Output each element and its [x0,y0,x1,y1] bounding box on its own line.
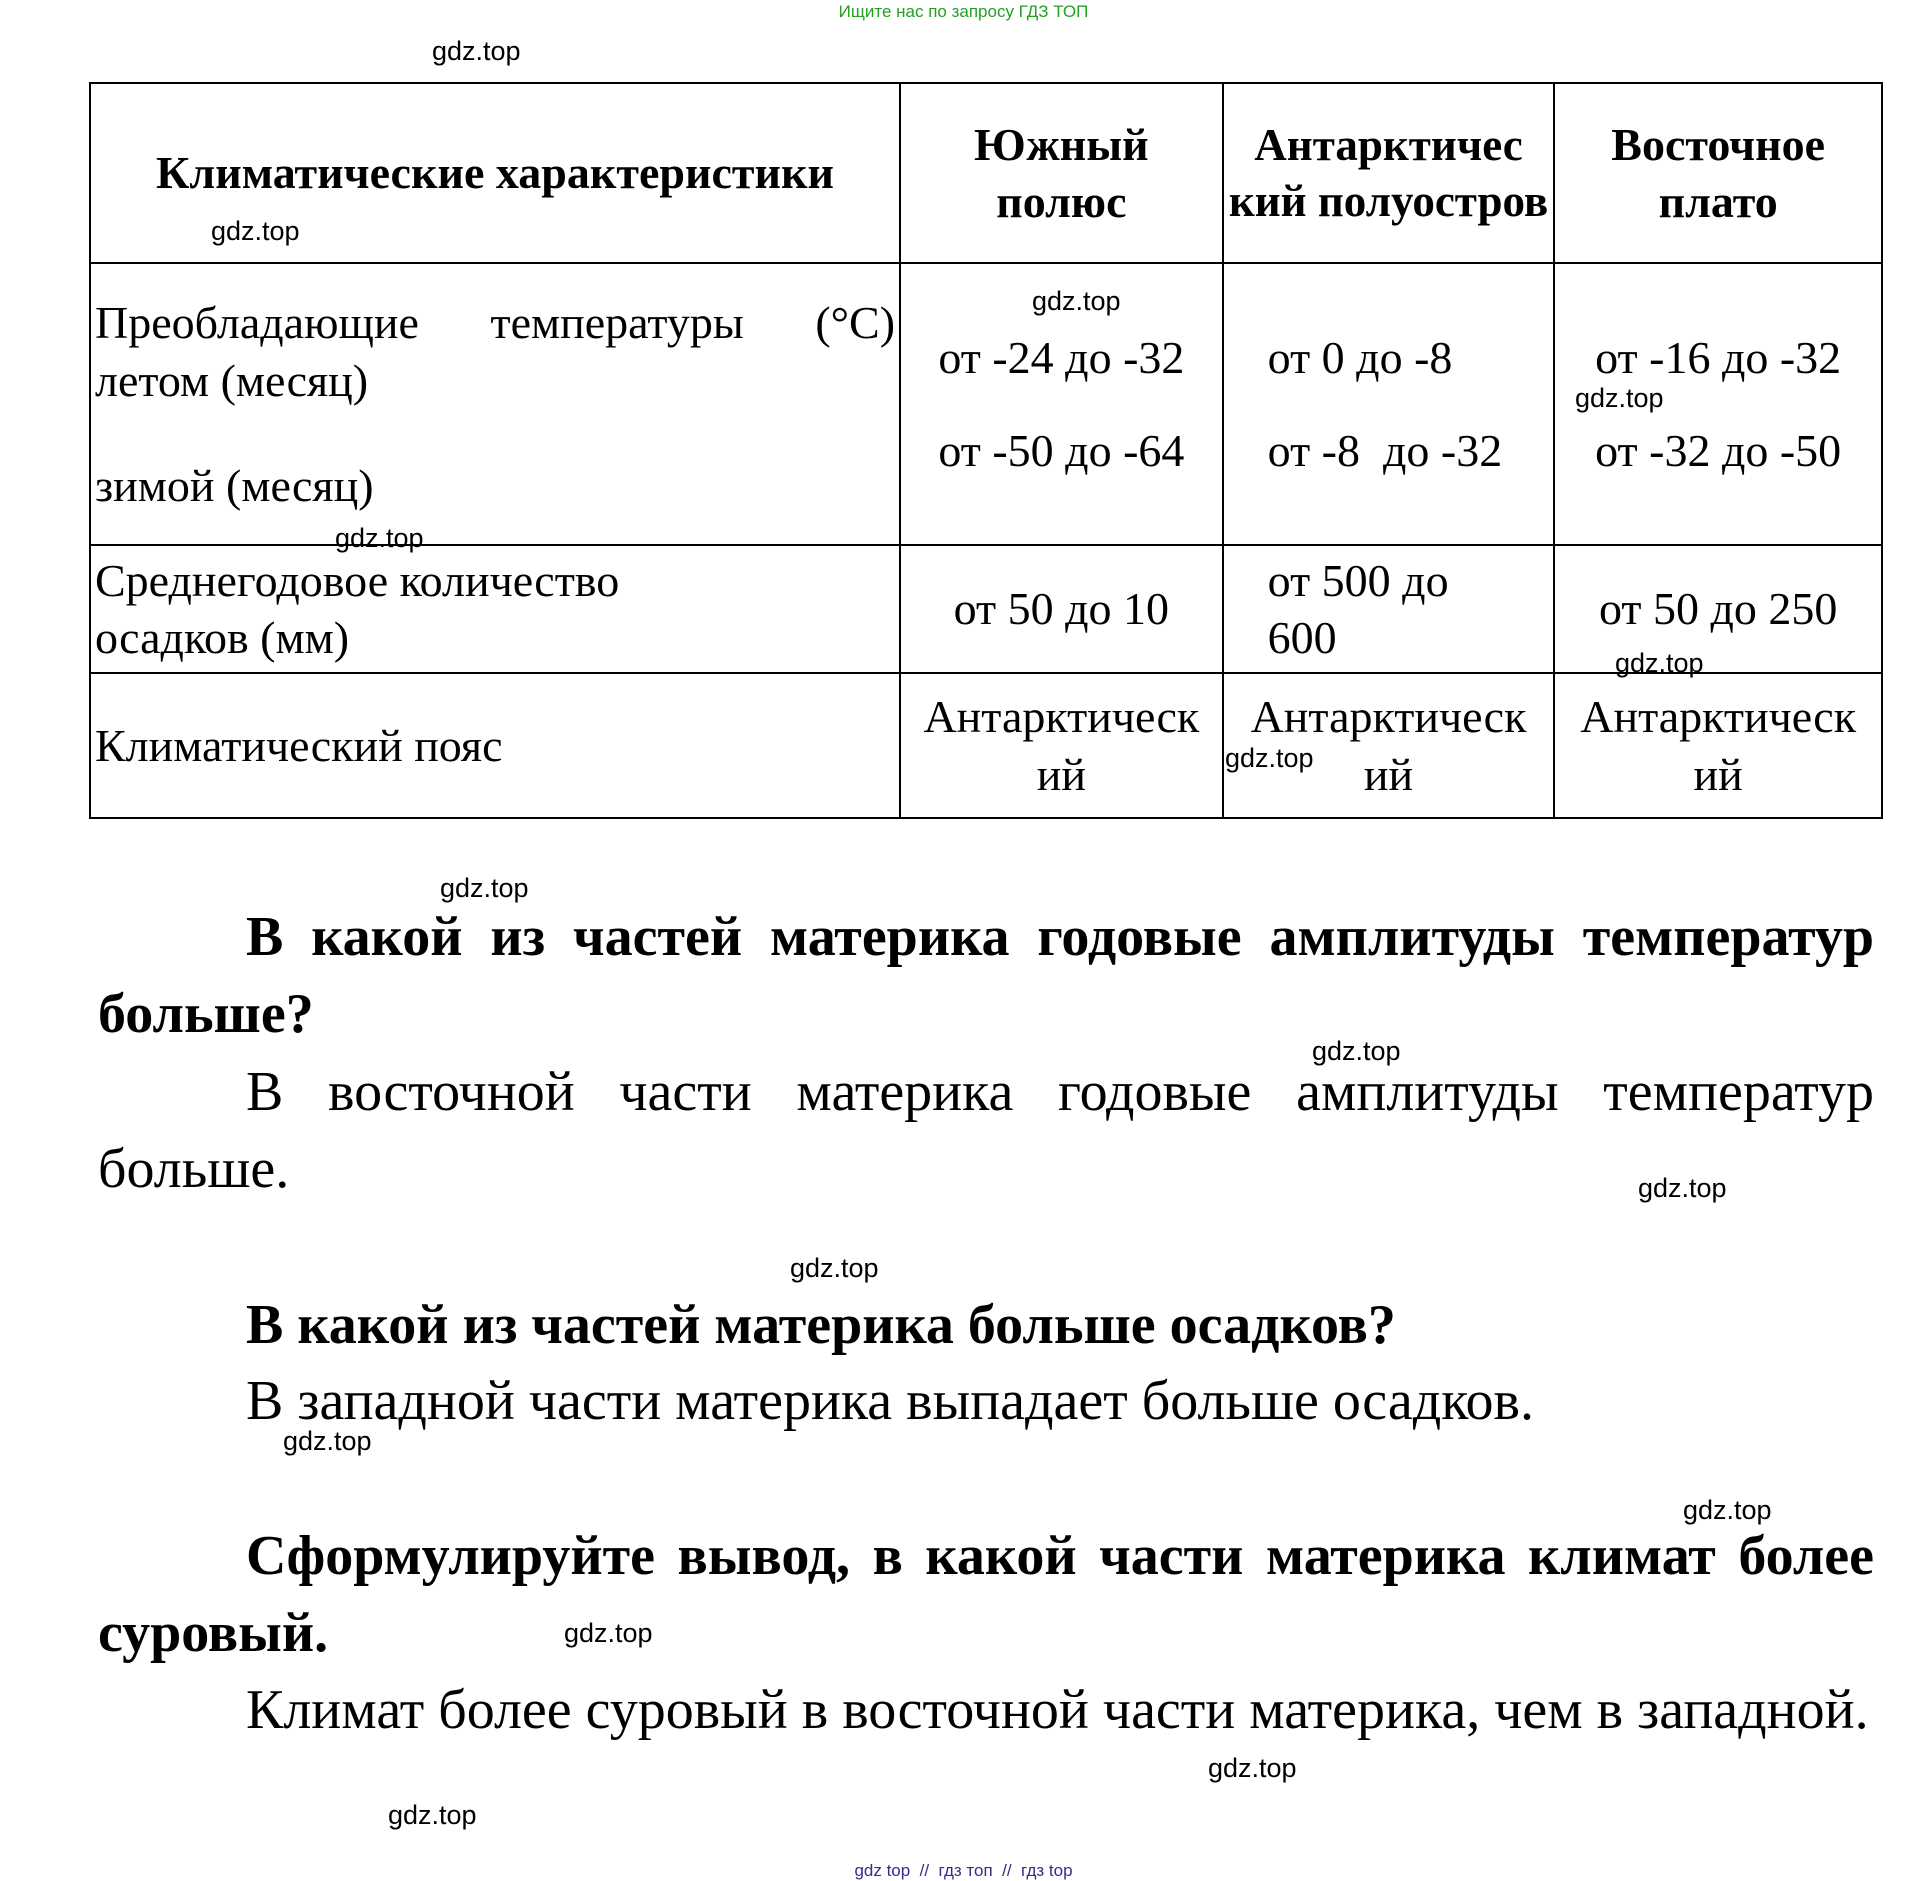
temp-summer-south-pole: от -24 до -32 [938,332,1185,383]
answer-1: В восточной части материка годовые амплитуды температур больше. [98,1061,1874,1200]
watermark: gdz.top [1638,1173,1727,1203]
temp-summer-plateau: от -16 до -32 [1595,332,1842,383]
table-header-row [90,83,1882,263]
table-row-precipitation [90,545,1882,673]
belt-south-pole: Антарктическ ий [900,673,1223,818]
row-label-precipitation: Среднегодовое количество осадков (мм) [90,545,900,673]
header-south-pole: Южный полюс [900,83,1223,263]
label-winter: зимой (месяц) [95,459,374,511]
header-plateau: Восточное плато [1554,83,1882,263]
table-row-belt [90,673,1882,818]
watermark: gdz.top [1615,648,1704,678]
answer-2: В западной части материка выпадает больше осадков. [246,1370,1534,1432]
belt-plateau: Антарктическ ий [1554,673,1882,818]
precip-south-pole: от 50 до 10 [900,545,1223,673]
watermark: gdz.top [1575,383,1664,413]
watermark: gdz.top [211,216,300,246]
belt-peninsula: Антарктическ ий [1223,673,1555,818]
watermark: gdz.top [440,873,529,903]
temp-winter-plateau: от -32 до -50 [1595,424,1842,476]
temp-summer-peninsula: от 0 до -8 [1267,332,1453,383]
watermark: gdz.top [1208,1753,1297,1783]
question-2: В какой из частей материка больше осадков? [246,1294,1396,1356]
watermark: gdz.top [790,1253,879,1283]
top-banner: Ищите нас по запросу ГДЗ ТОП [838,2,1089,21]
row-label-temperature [90,263,900,545]
question-1: В какой из частей материка годовые амплитуды температур больше? [98,906,1874,1045]
watermark: gdz.top [564,1618,653,1648]
watermark: gdz.top [1032,286,1121,316]
watermark: gdz.top [1312,1036,1401,1066]
question-3: Сформулируйте вывод, в какой части материка климат более суровый. [98,1525,1874,1664]
precip-peninsula: от 500 до 600 [1223,545,1555,673]
header-characteristics: Климатические характеристики [90,83,900,263]
answer-3: Климат более суровый в восточной части материка, чем в западной. [246,1679,1869,1741]
temp-winter-south-pole: от -50 до -64 [938,424,1185,476]
temp-winter-peninsula: от -8 до -32 [1267,424,1503,476]
row-label-belt: Климатический пояс [90,673,900,818]
watermark: gdz.top [283,1426,372,1456]
header-peninsula: Антарктичес кий полуостров [1223,83,1555,263]
watermark: gdz.top [335,523,424,553]
climate-table [89,82,1883,819]
watermark: gdz.top [388,1800,477,1830]
watermark: gdz.top [432,36,521,66]
watermark: gdz.top [1225,743,1314,773]
watermark: gdz.top [1683,1495,1772,1525]
label-summer: Преобладающие температуры (°С) летом (месяц) [95,297,896,406]
precip-plateau: от 50 до 250 [1554,545,1882,673]
cell-temp-peninsula [1223,263,1555,545]
bottom-banner: gdz top // гдз топ // гдз top [854,1861,1073,1880]
